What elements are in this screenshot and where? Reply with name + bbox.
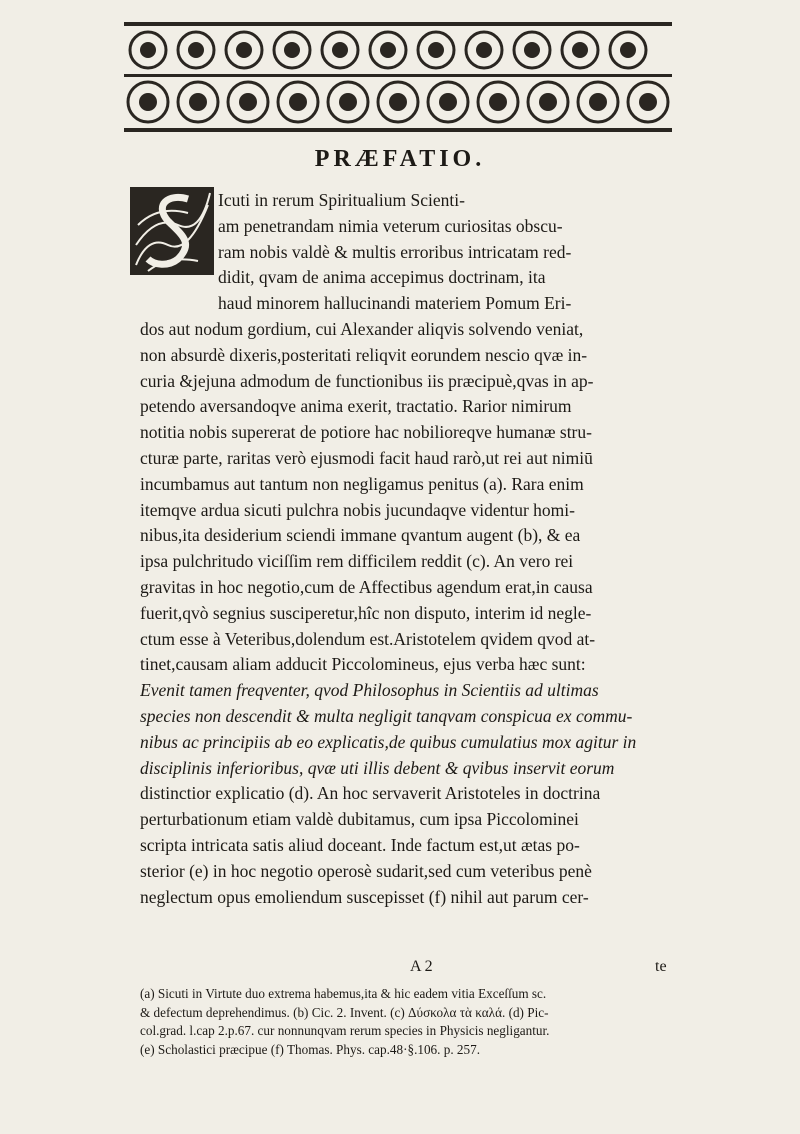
footnote-line: (e) Scholastici præcipue (f) Thomas. Phys. cap.48·§.106. p. 257. [140, 1041, 481, 1057]
quotation-line: Evenit tamen freqventer, qvod Philosophus in Scientiis ad ultimas [140, 680, 599, 701]
footnotes [140, 985, 700, 1059]
body-line: ipsa pulchritudo viciſſim rem difficilem reddit (c). An vero rei [140, 551, 574, 572]
body-line: neglectum opus emoliendum suscepisset (f) nihil aut parum cer- [140, 886, 589, 907]
quotation-line: species non descendit & multa negligit tanqvam conspicua ex commu- [140, 705, 633, 726]
body-line: itemqve ardua sicuti pulchra nobis jucundaqve videntur homi- [140, 499, 575, 520]
footnote-line: & defectum deprehendimus. (b) Cic. 2. Invent. (c) Δύσκολα τὰ καλά. (d) Pic- [140, 1004, 549, 1020]
body-line: curia &jejuna admodum de functionibus iis præcipuè,qvas in ap- [140, 370, 594, 391]
body-line: ram nobis valdè & multis erroribus intricatam red- [218, 241, 572, 262]
quotation-line: disciplinis inferioribus, qvæ uti illis debent & qvibus inservit eorum [140, 757, 615, 778]
page-title: PRÆFATIO. [314, 146, 486, 172]
body-line: ctum esse à Veteribus,dolendum est.Aristotelem qvidem qvod at- [140, 628, 596, 649]
body-line: distinctior explicatio (d). An hoc servaverit Aristoteles in doctrina [140, 783, 601, 804]
body-line: petendo aversandoqve anima exerit, tractatio. Rarior nimirum [140, 396, 572, 417]
body-line: nibus,ita desiderium sciendi immane qvantum augent (b), & ea [140, 525, 581, 546]
body-line: Icuti in rerum Spiritualium Scienti- [218, 190, 465, 210]
body-line: am penetrandam nimia veterum curiositas obscu- [218, 215, 563, 236]
body-line: incumbamus aut tantum non negligamus penitus (a). Rara enim [140, 473, 584, 494]
ornamental-headpiece-icon [118, 18, 678, 136]
body-line: non absurdè dixeris,posteritati reliqvit eorundem nescio qvæ in- [140, 344, 588, 365]
quotation-line: nibus ac principiis ab eo explicatis,de quibus cumulatius mox agitur in [140, 731, 637, 752]
body-line: haud minorem hallucinandi materiem Pomum Eri- [218, 293, 572, 314]
signature-mark: A 2 [410, 958, 433, 975]
body-line: scripta intricata satis aliud doceant. Inde factum est,ut ætas po- [140, 834, 580, 855]
body-line: didit, qvam de anima accepimus doctrinam, ita [218, 267, 546, 288]
catchword: te [655, 958, 667, 975]
body-line: dos aut nodum gordium, cui Alexander aliqvis solvendo veniat, [140, 318, 584, 339]
body-text [140, 188, 695, 910]
body-line: perturbationum etiam valdè dubitamus, cum ipsa Piccolominei [140, 809, 579, 830]
body-line: sterior (e) in hoc negotio operosè sudarit,sed cum veteribus penè [140, 860, 592, 881]
body-line: cturæ parte, raritas verò ejusmodi facit haud rarò,ut rei aut nimiū [140, 447, 593, 468]
body-line: fuerit,qvò segnius susciperetur,hîc non disputo, interim id negle- [140, 602, 592, 623]
footnote-line: (a) Sicuti in Virtute duo extrema habemus,ita & hic eadem vitia Exceſſum sc. [140, 986, 547, 1001]
body-line: tinet,causam aliam adducit Piccolomineus, ejus verba hæc sunt: [140, 654, 586, 675]
body-line: gravitas in hoc negotio,cum de Affectibus agendum erat,in causa [140, 576, 593, 597]
body-line: notitia nobis supererat de potiore hac nobilioreqve humanæ stru- [140, 422, 592, 443]
footnote-line: col.grad. l.cap 2.p.67. cur nonnunqvam rerum species in Physicis negligantur. [140, 1023, 550, 1038]
